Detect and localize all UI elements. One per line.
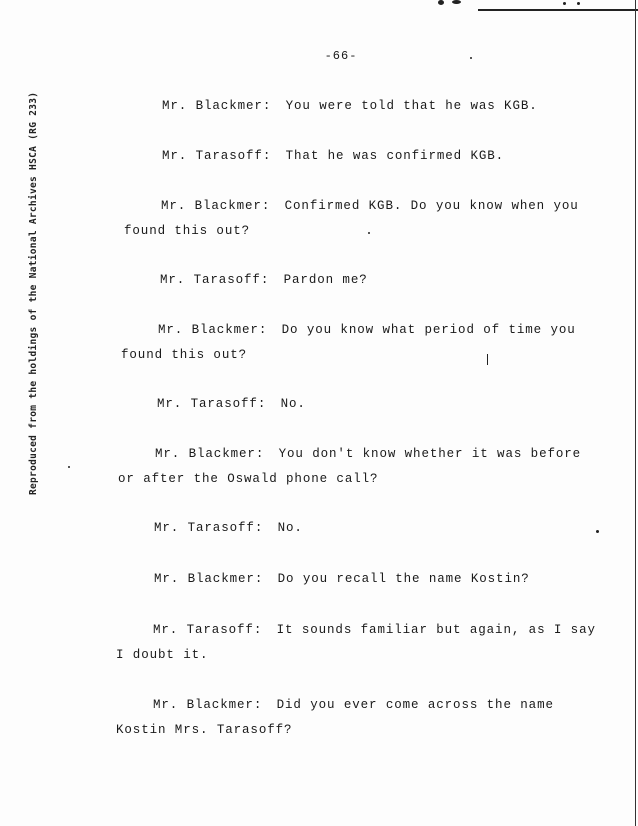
dialogue-entry (116, 693, 554, 743)
dialogue-text: No. (277, 521, 303, 535)
dialogue-text: Pardon me? (283, 273, 368, 287)
speaker-label: Mr. Blackmer: (158, 323, 268, 337)
speaker-label: Mr. Tarasoff: (157, 397, 267, 411)
dialogue-continuation: I doubt it. (116, 648, 209, 662)
dialogue-entry (124, 194, 579, 244)
scan-top-rule (478, 9, 638, 11)
speaker-label: Mr. Blackmer: (162, 99, 272, 113)
speaker-label: Mr. Blackmer: (161, 199, 271, 213)
speaker-label: Mr. Tarasoff: (160, 273, 270, 287)
dialogue-entry (157, 392, 306, 417)
dialogue-text: No. (280, 397, 306, 411)
dialogue-text: Do you recall the name Kostin? (277, 572, 530, 586)
scan-speck (438, 0, 444, 5)
dialogue-continuation: or after the Oswald phone call? (118, 472, 379, 486)
dialogue-continuation: found this out? (121, 348, 248, 362)
speaker-label: Mr. Blackmer: (153, 698, 263, 712)
dialogue-text: It sounds familiar but again, as I say (276, 623, 596, 637)
dialogue-entry (154, 516, 303, 541)
scan-speck (68, 466, 70, 468)
dialogue-entry (118, 442, 581, 492)
dialogue-text: Confirmed KGB. Do you know when you (284, 199, 579, 213)
speaker-label: Mr. Tarasoff: (154, 521, 264, 535)
dialogue-continuation: found this out? (124, 224, 251, 238)
dialogue-entry (116, 618, 596, 668)
dialogue-text: That he was confirmed KGB. (285, 149, 505, 163)
scan-right-edge (635, 0, 636, 826)
speaker-label: Mr. Tarasoff: (162, 149, 272, 163)
archive-margin-note: Reproduced from the holdings of the National Archives HSCA (RG 233) (28, 91, 39, 495)
dialogue-text: Do you know what period of time you (281, 323, 576, 337)
dialogue-entry (162, 94, 538, 119)
dialogue-entry (162, 144, 504, 169)
speaker-label: Mr. Blackmer: (155, 447, 265, 461)
speaker-label: Mr. Blackmer: (154, 572, 264, 586)
scan-speck (452, 0, 461, 4)
dialogue-entry (154, 567, 530, 592)
dialogue-text: You don't know whether it was before (278, 447, 582, 461)
dialogue-continuation: Kostin Mrs. Tarasoff? (116, 723, 293, 737)
dialogue-text: You were told that he was KGB. (285, 99, 538, 113)
page-number: -66- (324, 49, 358, 63)
scan-speck (563, 2, 566, 5)
dialogue-text: Did you ever come across the name (276, 698, 554, 712)
scan-speck (577, 2, 580, 5)
dialogue-entry (121, 318, 576, 368)
scan-speck (596, 530, 599, 533)
dialogue-entry (160, 268, 368, 293)
speaker-label: Mr. Tarasoff: (153, 623, 263, 637)
